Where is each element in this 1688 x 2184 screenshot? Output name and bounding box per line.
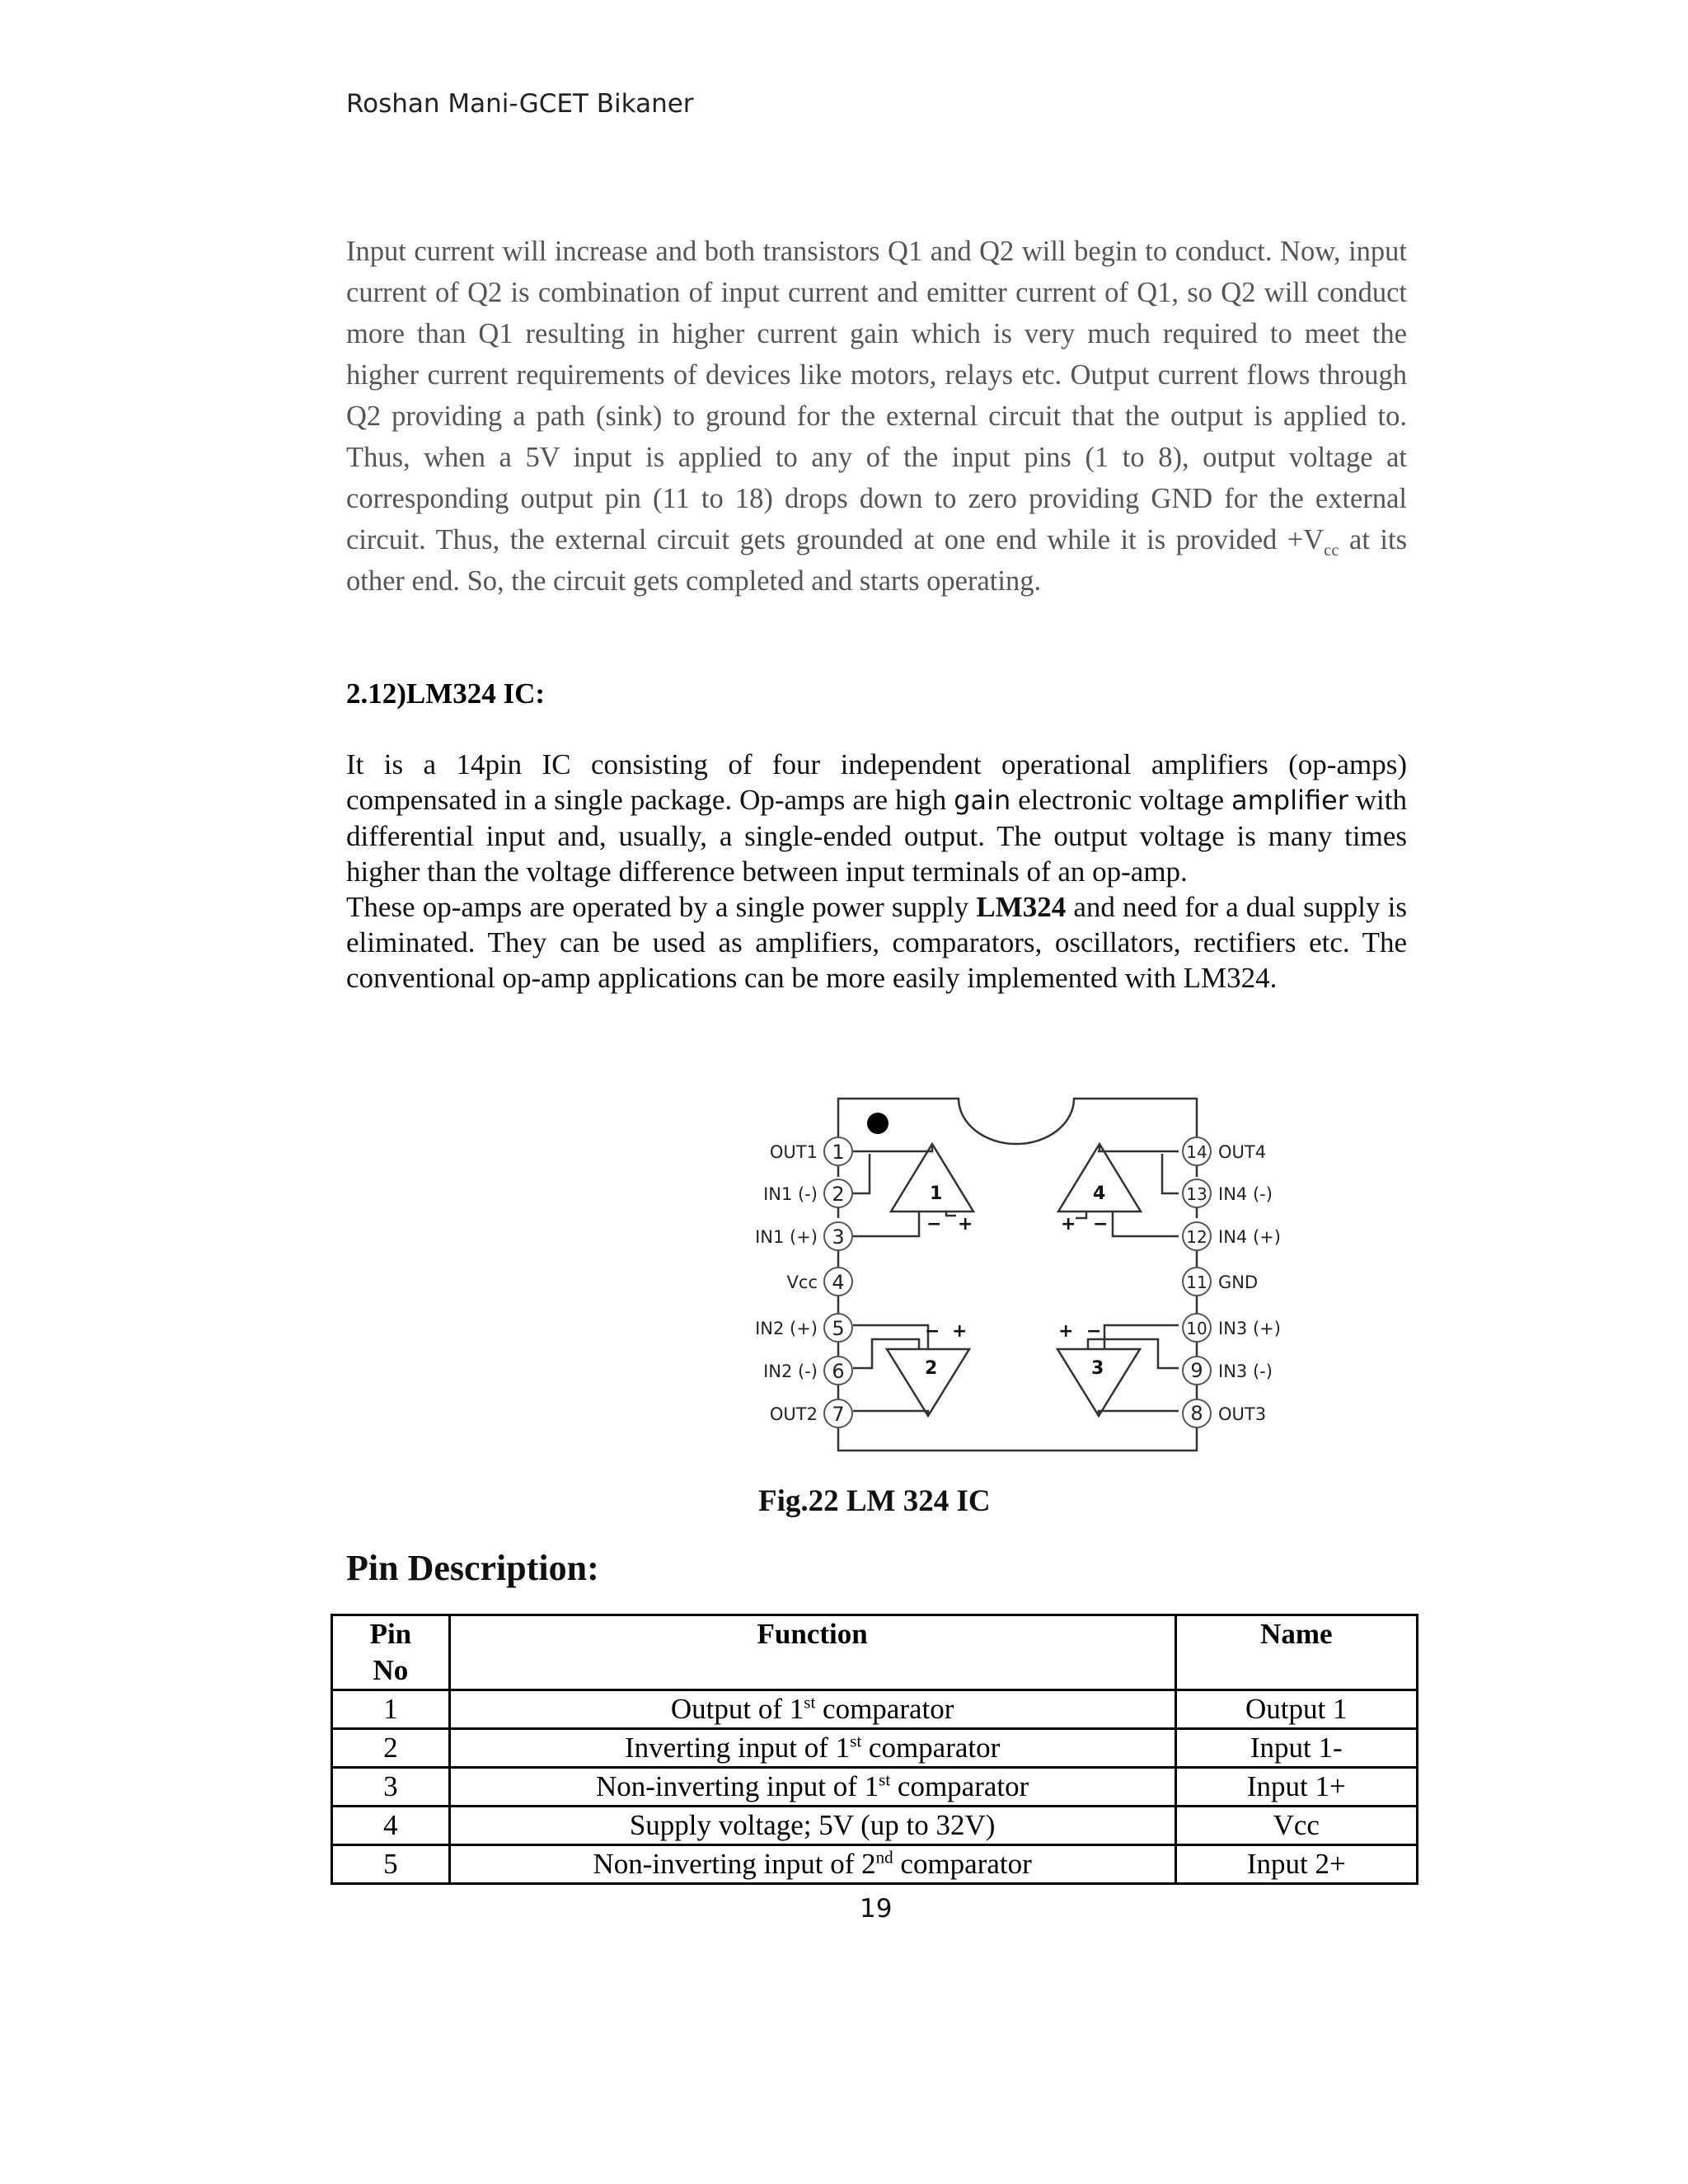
header-function: Function <box>449 1615 1175 1690</box>
pin-number-cell: 4 <box>332 1807 450 1845</box>
pin1-dot <box>867 1113 889 1134</box>
header-text: Pin <box>369 1618 412 1650</box>
table-row <box>332 1768 1418 1807</box>
paragraph-lm324 <box>346 747 1407 996</box>
left-pin-number: 3 <box>832 1226 845 1249</box>
plus-sign: + <box>1061 1214 1076 1235</box>
table-body <box>332 1690 1418 1884</box>
left-pin-label: OUT2 <box>769 1404 818 1424</box>
function-cell: Output of 1st comparator <box>449 1690 1175 1729</box>
name-cell: Input 1- <box>1175 1729 1417 1768</box>
name-cell: Input 1+ <box>1175 1768 1417 1807</box>
page-header: Roshan Mani-GCET Bikaner <box>346 89 694 119</box>
ic-body-bottom <box>838 1413 1197 1451</box>
gain-term: gain <box>954 785 1011 816</box>
header-pin-no <box>332 1615 450 1690</box>
left-pin-label: IN2 (+) <box>755 1319 818 1338</box>
right-pin-number: 9 <box>1190 1359 1203 1382</box>
text: and need for a dual supply is eliminated. They can be used as amplifiers, comparators, oscillators, rectifiers etc. The conventional op-amp applications can be more easily implemented with LM324. <box>346 891 1407 994</box>
right-pin-label: OUT4 <box>1218 1142 1267 1162</box>
name-cell: Input 2+ <box>1175 1845 1417 1884</box>
pin-number-cell: 1 <box>332 1690 450 1729</box>
left-pin-label: IN1 (+) <box>755 1227 818 1247</box>
pin-number-cell: 2 <box>332 1729 450 1768</box>
left-pin-number: 2 <box>832 1183 845 1206</box>
pin-number-cell: 5 <box>332 1845 450 1884</box>
text: It is a 14pin IC consisting of four independent operational amplifiers (op-amps) compensated in a single package. Op-amps are high <box>346 748 1407 816</box>
paragraph-text: Input current will increase and both transistors Q1 and Q2 will begin to conduct. Now, input current of Q2 is combination of input current and emitter current of Q1, so Q2 will conduct more than Q1 resulting in higher current gain which is very much required to meet the higher current requirements of devices like motors, relays etc. Output current flows through Q2 providing a path (sink) to ground for the external circuit that the output is applied to. Thus, when a 5V input is applied to any of the input pins (1 to 8), output voltage at corresponding output pin (11 to 18) drops down to zero providing GND for the external circuit. Thus, the external circuit gets grounded at one end while it is provided +V <box>346 236 1407 555</box>
left-pin-number: 5 <box>832 1317 845 1340</box>
vcc-subscript: cc <box>1324 541 1339 560</box>
right-pin-label: OUT3 <box>1218 1404 1267 1424</box>
table-row <box>332 1690 1418 1729</box>
minus-sign: − <box>1086 1321 1102 1342</box>
right-pin-label: IN3 (-) <box>1218 1361 1273 1381</box>
pin-description-heading: Pin Description: <box>346 1548 599 1588</box>
ic-body-outline <box>838 1099 1197 1148</box>
function-cell: Non-inverting input of 1st comparator <box>449 1768 1175 1807</box>
opamp-4-label: 4 <box>1093 1183 1106 1204</box>
right-pin-number: 10 <box>1186 1319 1207 1338</box>
opamp-3-label: 3 <box>1091 1358 1104 1379</box>
right-pin-label: IN4 (+) <box>1218 1227 1281 1247</box>
header-name: Name <box>1175 1615 1417 1690</box>
amplifier-term: amplifier <box>1231 785 1348 816</box>
right-pin-number: 13 <box>1186 1184 1207 1204</box>
right-pin-label: IN3 (+) <box>1218 1319 1281 1338</box>
left-pin-label: OUT1 <box>769 1142 818 1162</box>
pin-number-cell: 3 <box>332 1768 450 1807</box>
lm324-bold: LM324 <box>976 891 1067 923</box>
left-pin-label: IN2 (-) <box>763 1361 818 1381</box>
left-pin-number: 1 <box>832 1141 845 1164</box>
minus-sign: − <box>1093 1214 1109 1235</box>
table-header-row <box>332 1615 1418 1690</box>
paragraph-single-supply <box>346 889 1407 996</box>
opamp-2-label: 2 <box>925 1358 938 1379</box>
lm324-pinout-diagram <box>725 1092 1393 1475</box>
left-pin-group <box>755 1137 852 1427</box>
right-pin-number: 11 <box>1186 1272 1207 1292</box>
text: These op-amps are operated by a single power supply <box>346 891 977 923</box>
plus-sign: + <box>958 1214 973 1235</box>
pin-description-table <box>331 1614 1418 1885</box>
table-row <box>332 1729 1418 1768</box>
right-pin-number: 14 <box>1186 1142 1207 1162</box>
table-row <box>332 1807 1418 1845</box>
section-heading: 2.12)LM324 IC: <box>346 677 546 710</box>
right-pin-group <box>1183 1137 1281 1427</box>
minus-sign: − <box>926 1214 942 1235</box>
name-cell: Output 1 <box>1175 1690 1417 1729</box>
plus-sign: + <box>952 1321 968 1342</box>
text: with differential input and, usually, a single-ended output. The output voltage is many times higher than the voltage difference between input terminals of an op-amp. <box>346 784 1408 888</box>
right-pin-label: IN4 (-) <box>1218 1184 1273 1204</box>
table-row <box>332 1845 1418 1884</box>
paragraph-darlington <box>346 231 1407 602</box>
paragraph-text: at its other end. So, the circuit gets completed and starts operating. <box>346 524 1407 597</box>
page-number: 19 <box>860 1894 893 1924</box>
right-pin-label: GND <box>1218 1272 1259 1292</box>
text: electronic voltage <box>1010 784 1231 816</box>
left-pin-label: IN1 (-) <box>763 1184 818 1204</box>
paragraph-opamp-intro <box>346 747 1407 889</box>
opamp-1-label: 1 <box>930 1183 943 1204</box>
minus-sign: − <box>925 1321 940 1342</box>
left-pin-number: 4 <box>832 1271 845 1294</box>
function-cell: Inverting input of 1st comparator <box>449 1729 1175 1768</box>
left-pin-number: 7 <box>832 1403 845 1426</box>
right-pin-number: 8 <box>1190 1402 1203 1425</box>
figure-caption: Fig.22 LM 324 IC <box>758 1484 991 1518</box>
name-cell: Vcc <box>1175 1807 1417 1845</box>
left-pin-number: 6 <box>832 1360 845 1383</box>
function-cell: Supply voltage; 5V (up to 32V) <box>449 1807 1175 1845</box>
right-pin-number: 12 <box>1186 1227 1207 1247</box>
function-cell: Non-inverting input of 2nd comparator <box>449 1845 1175 1884</box>
left-pin-label: Vcc <box>786 1272 818 1292</box>
header-text: No <box>373 1654 409 1686</box>
plus-sign: + <box>1058 1321 1074 1342</box>
